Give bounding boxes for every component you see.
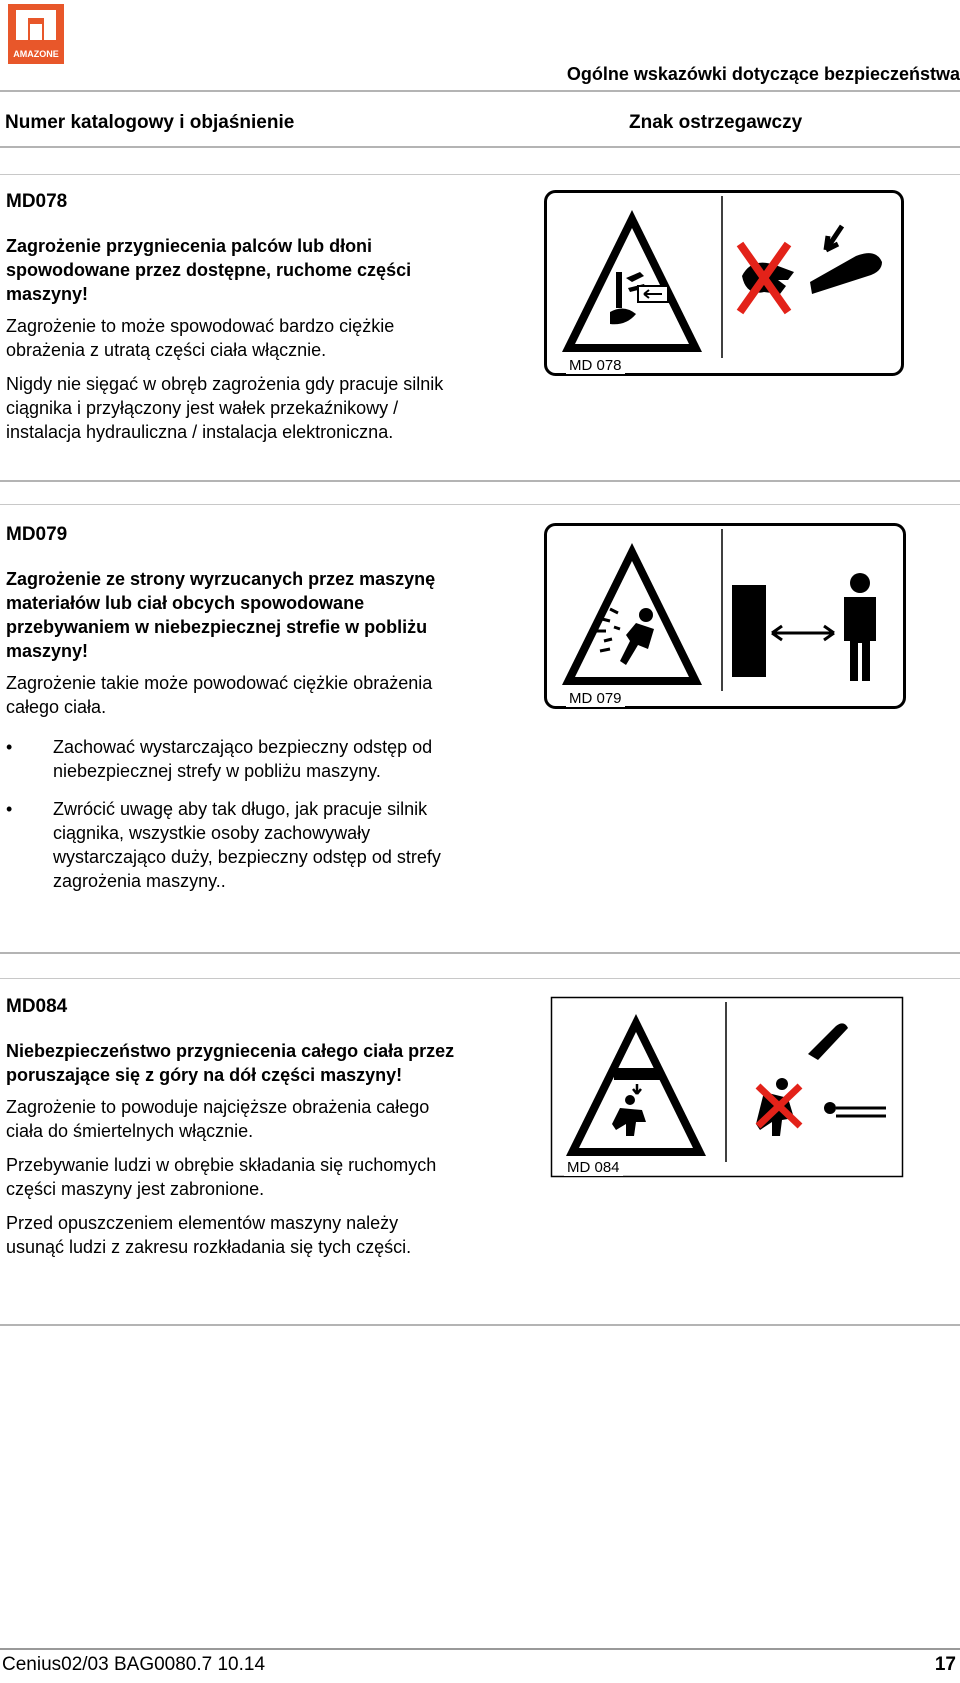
sign-md084 [550,996,904,1178]
bullet-list [6,735,456,893]
warning-text: Niebezpieczeństwo przygniecenia całego ciała przez poruszające się z góry na dół części maszyny! [6,1041,455,1085]
section-md079 [6,523,456,907]
amazone-logo [8,4,64,64]
section-divider [0,978,960,979]
warning-text: Zagrożenie przygniecenia palców lub dłoni spowodowane przez dostępne, ruchome części maszyny! [6,236,412,304]
column-header-divider [0,146,960,148]
section-code: MD084 [6,996,68,1017]
sign-md078 [544,190,904,376]
bullet-icon: • [6,737,13,757]
paragraph: Zagrożenie takie może powodować ciężkie obrażenia całego ciała. [6,673,433,717]
list-item: • Zachować wystarczająco bezpieczny odstęp od niebezpiecznej strefy w pobliżu maszyny. [6,737,433,781]
sign-label: MD 084 [564,1159,623,1176]
section-divider [0,1324,960,1326]
sign-label: MD 079 [566,690,625,707]
page-number: 17 [934,1654,956,1675]
warning-text: Zagrożenie ze strony wyrzucanych przez maszynę materiałów lub ciał obcych spowodowane przebywaniem w niebezpiecznej strefie w pobliżu maszyny! [6,569,436,661]
section-divider [0,504,960,505]
paragraph: Zagrożenie to powoduje najcięższe obrażenia całego ciała do śmiertelnych włącznie. [6,1097,430,1141]
section-code: MD078 [6,191,68,212]
list-item: • Zwrócić uwagę aby tak długo, jak pracuje silnik ciągnika, wszystkie osoby zachowywały wystarczająco duży, bezpieczny odstęp od strefy zagrożenia maszyny.. [6,799,441,891]
paragraph: Zagrożenie to może spowodować bardzo ciężkie obrażenia z utratą części ciała włącznie. [6,316,395,360]
section-divider [0,480,960,482]
page-title: Ogólne wskazówki dotyczące bezpieczeństwa [566,64,960,84]
paragraph: Przebywanie ludzi w obrębie składania się ruchomych części maszyny jest zabronione. [6,1155,437,1199]
section-md084 [6,995,456,1269]
sign-label: MD 078 [566,357,625,374]
table-top-divider [0,174,960,175]
brand-label: AMAZONE [13,49,59,59]
section-md078 [6,190,456,454]
bullet-icon: • [6,799,13,819]
header-divider [0,90,960,92]
paragraph: Nigdy nie sięgać w obręb zagrożenia gdy pracuje silnik ciągnika i przyłączony jest wałek przekaźnikowy / instalacja hydrauliczna / instalacja elektroniczna. [6,374,444,442]
paragraph: Przed opuszczeniem elementów maszyny należy usunąć ludzi z zakresu rozkładania się tych części. [6,1213,412,1257]
section-code: MD079 [6,524,68,545]
sign-md079 [544,523,906,709]
column-header-catalog: Numer katalogowy i objaśnienie [5,112,295,133]
document-id: Cenius02/03 BAG0080.7 10.14 [2,1654,266,1675]
section-divider [0,952,960,954]
footer-divider [0,1648,960,1650]
column-header-sign: Znak ostrzegawczy [629,112,803,133]
